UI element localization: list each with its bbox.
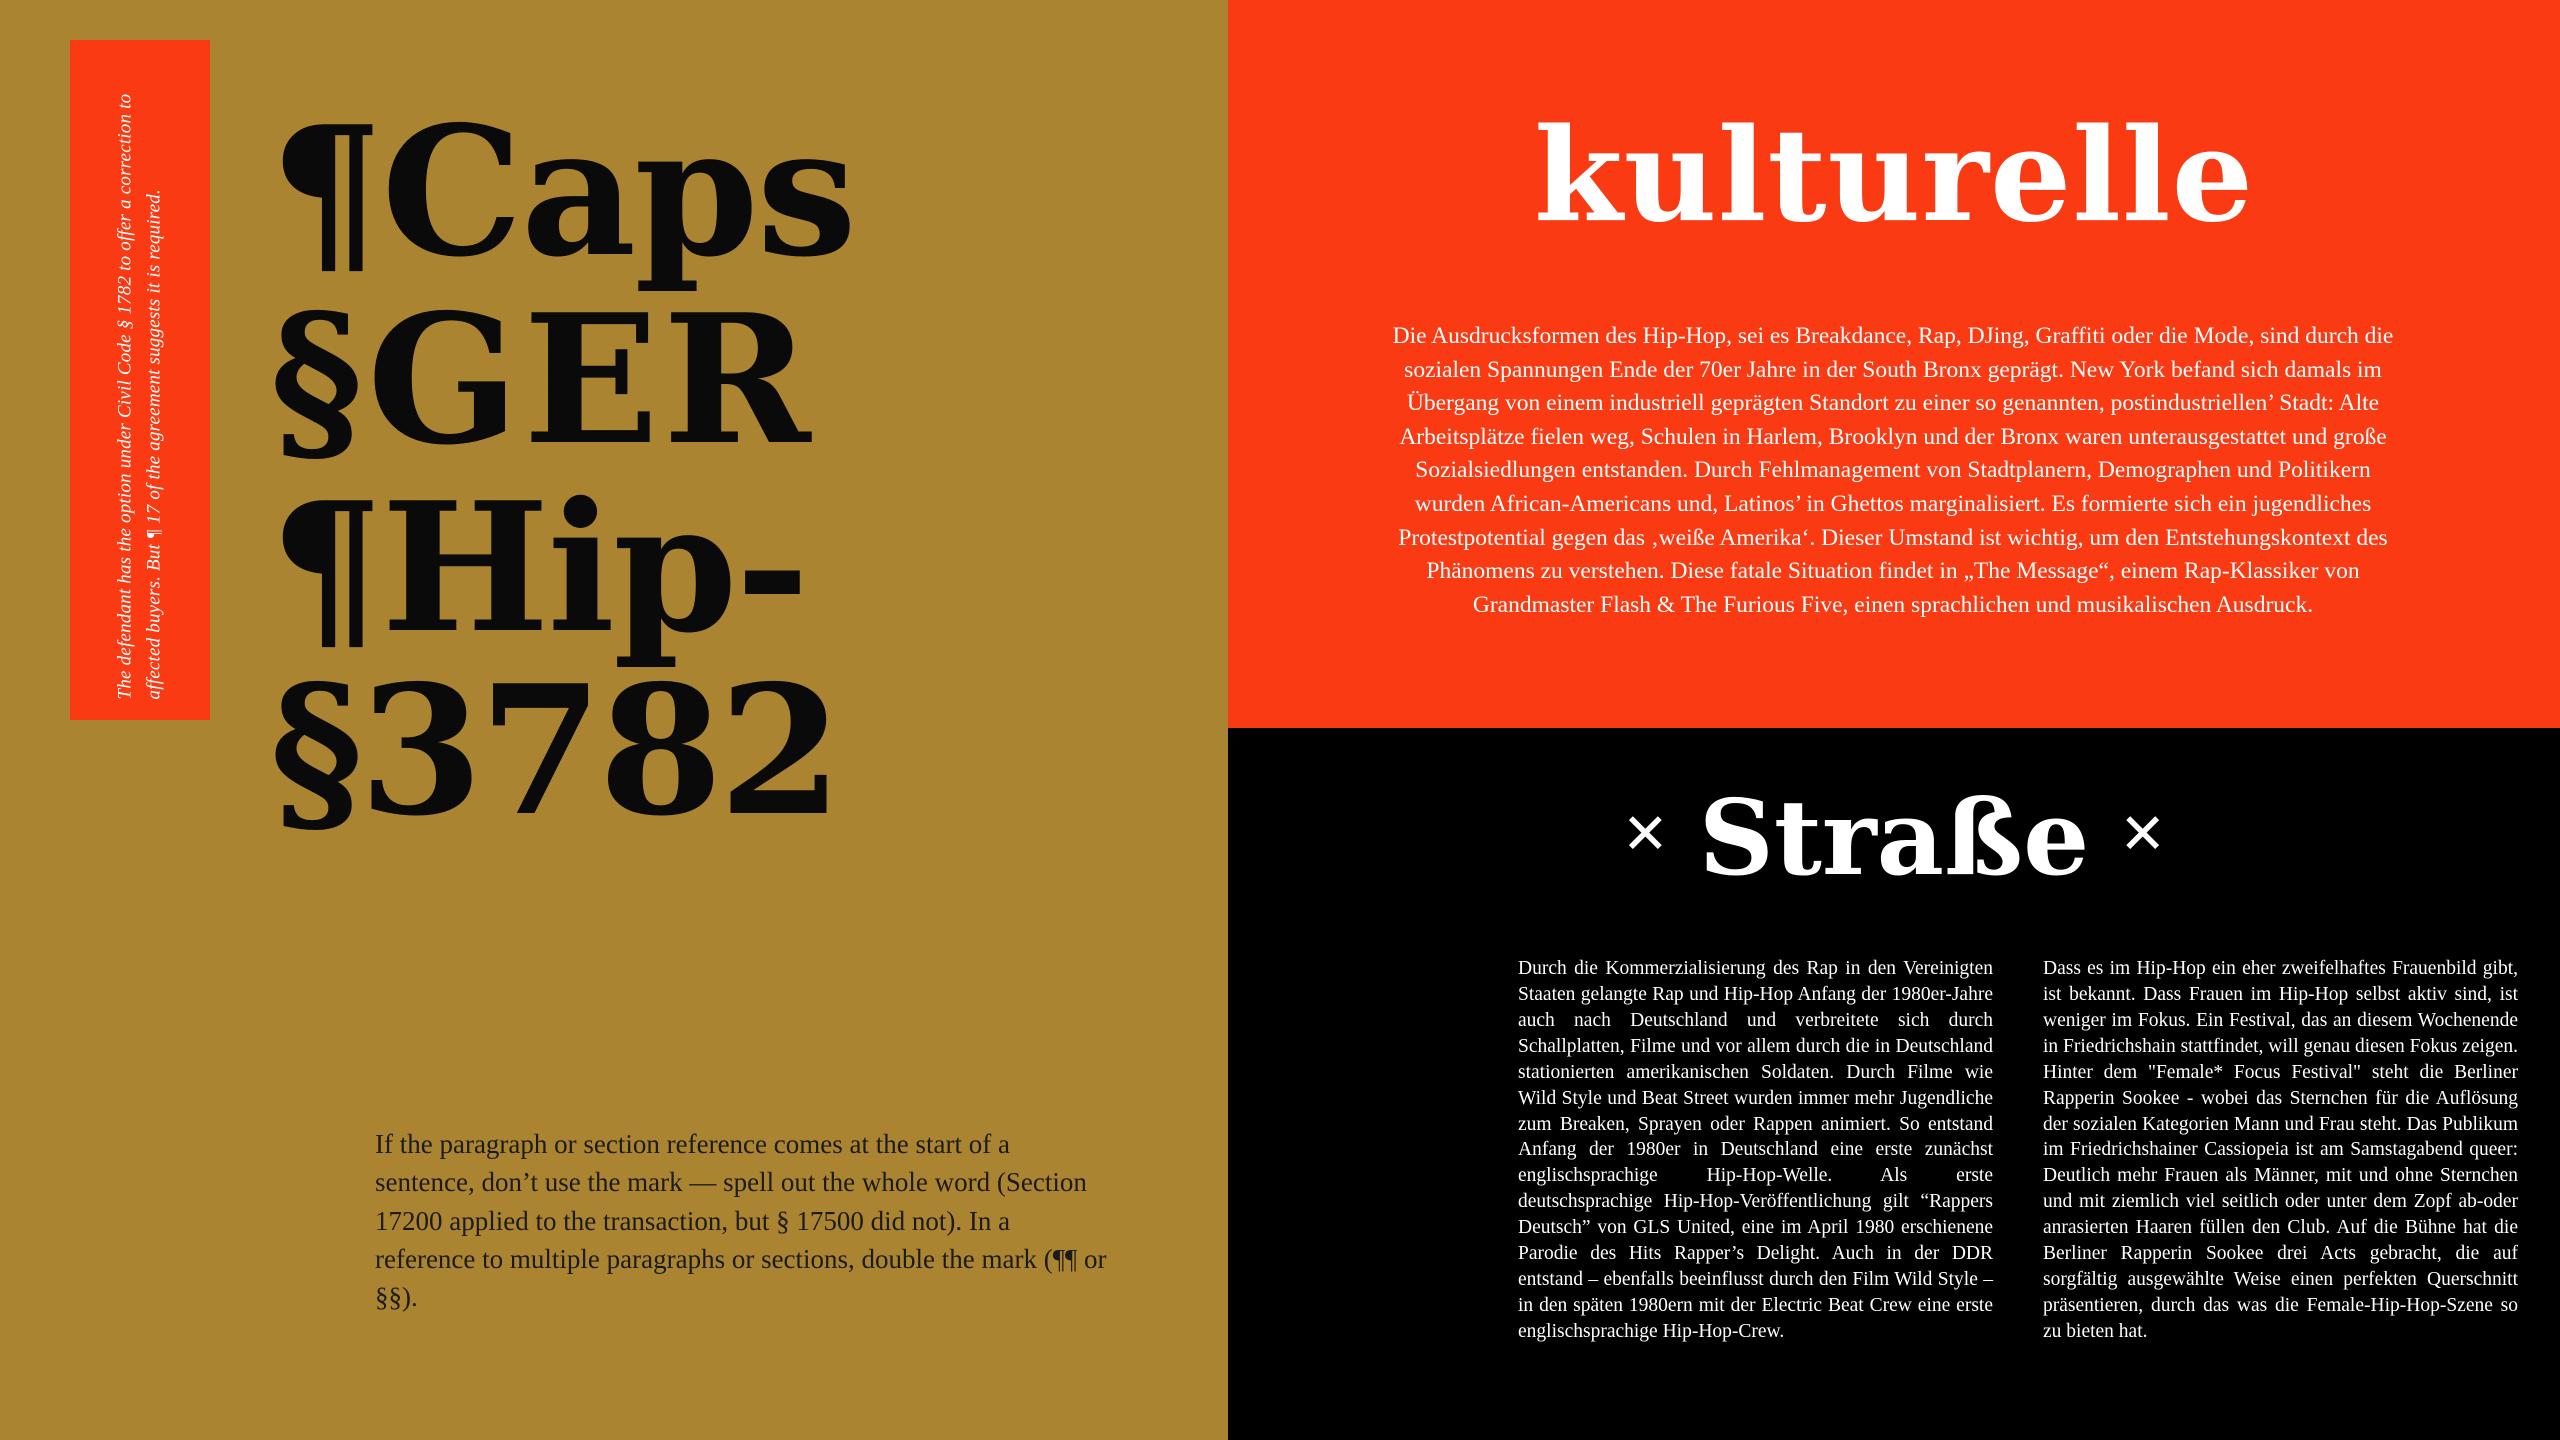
kulturelle-heading: kulturelle	[1533, 101, 2255, 251]
display-line-2: §GER	[270, 274, 815, 484]
orange-panel	[1228, 0, 2560, 728]
orange-body-text: Die Ausdrucksformen des Hip-Hop, sei es Breakdance, Rap, DJing, Graffiti oder die Mode, sind durch die sozialen Spannungen Ende der 70er Jahre in der South Bronx geprägt. New York befand sich damals im Übergang von einem industriell geprägten Standort zu einer so genannten, postindustriellen’ Stadt: Alte Arbeitsplätze fielen weg, Schulen in Harlem, Brooklyn und der Bronx waren unterausgestattet und große Sozialsiedlungen entstanden. Durch Fehlmanagement von Stadtplanern, Demographen und Politikern wurden African-Americans und, Latinos’ in Ghettos marginalisiert. Es formierte sich ein jugendliches Protestpotential gegen das ‚weiße Amerika‘. Dieser Umstand ist wichtig, um den Entstehungskontext des Phänomens zu verstehen. Diese fatale Situation findet in „The Message“, einem Rap-Klassiker von Grandmaster Flash & The Furious Five, einen sprachlichen und musikalischen Ausdruck.	[1392, 323, 2394, 618]
cross-icon-left: ✕	[1621, 802, 1669, 865]
side-note-text: The defendant has the option under Civil Code § 1782 to offer a correction to affected buyers. But ¶ 17 of the agreement suggests it is required.	[114, 93, 165, 700]
side-note-tag	[70, 40, 210, 720]
black-columns	[1518, 956, 2518, 1345]
display-line-4: §3782	[270, 646, 839, 856]
display-line-1: ¶Caps	[270, 87, 855, 296]
black-column-1: Durch die Kommerzialisierung des Rap in den Vereinigten Staaten gelangte Rap und Hip-Hop Anfang der 1980er-Jahre auch nach Deutschland und verbreitete sich durch Schallplatten, Filme und vor allem durch die in Deutschland stationierten amerikanischen Soldaten. Durch Filme wie Wild Style und Beat Street wurden immer mehr Jugendliche zum Breaken, Sprayen oder Rappen animiert. So entstand Anfang der 1980er in Deutschland eine erste zunächst englischsprachige Hip-Hop-Welle. Als erste deutschsprachige Hip-Hop-Veröffentlichung gilt “Rappers Deutsch” von GLS United, eine im April 1980 erschienene Parodie des Hits Rapper’s Delight. Auch in der DDR entstand – ebenfalls beeinflusst durch den Film Wild Style – in den späten 1980ern mit der Electric Beat Crew eine erste englischsprachige Hip-Hop-Crew.	[1518, 958, 1993, 1342]
black-column-2: Dass es im Hip-Hop ein eher zweifelhaftes Frauenbild gibt, ist bekannt. Dass Frauen im Hip-Hop selbst aktiv sind, ist weniger im Fokus. Ein Festival, das an diesem Wochenende in Friedrichshain stattfindet, will genau diesen Fokus zeigen. Hinter dem "Female* Focus Festival" steht die Berliner Rapperin Sookee - wobei das Sternchen für die Auflösung der sozialen Kategorien Mann und Frau steht. Das Publikum im Friedrichshainer Cassiopeia ist am Samstagabend queer: Deutlich mehr Frauen als Männer, mit und ohne Sternchen und mit ziemlich viel seitlich oder unter dem Zopf ab-oder anrasierten Haaren füllen den Club. Auf die Bühne hat die Berliner Rapperin Sookee drei Acts gebracht, die auf sorgfältig ausgewählte Weise einen perfekten Querschnitt präsentieren, durch das was die Female-Hip-Hop-Szene so zu bieten hat.	[2043, 958, 2518, 1342]
cross-icon-right: ✕	[2119, 802, 2167, 865]
black-panel	[1228, 728, 2560, 1440]
strasse-heading: Straße	[1698, 776, 2090, 899]
left-panel	[0, 0, 1228, 1440]
left-body-text: If the paragraph or section reference comes at the start of a sentence, don’t use the mark — spell out the whole word (Section 17200 applied to the transaction, but § 17500 did not). In a reference to multiple paragraphs or sections, double the mark (¶¶ or §§).	[375, 1129, 1107, 1313]
display-line-3: ¶Hip-	[270, 462, 808, 672]
strasse-heading-row	[1228, 776, 2560, 899]
display-type-stack	[270, 87, 1070, 856]
